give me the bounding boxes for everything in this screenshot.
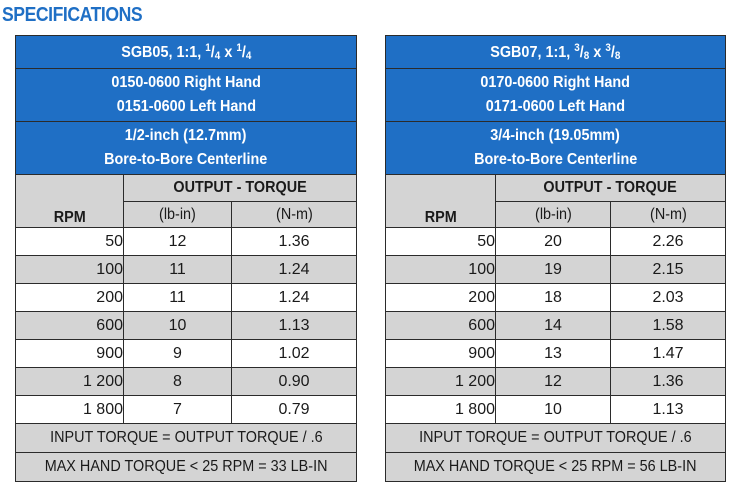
centerline-spacing xyxy=(16,122,357,175)
unit-nm-header: (N-m) xyxy=(611,202,726,228)
nm-cell: 2.26 xyxy=(611,228,726,256)
nm-cell: 0.79 xyxy=(232,396,357,424)
rpm-cell: 600 xyxy=(16,312,124,340)
size-fraction-first: $^3/_8$ xyxy=(574,42,590,62)
model-header xyxy=(16,36,357,69)
rpm-cell: 200 xyxy=(16,284,124,312)
rpm-cell: 200 xyxy=(386,284,496,312)
spacing-size: 3/4-inch (19.05mm) xyxy=(490,127,621,144)
output-torque-header: OUTPUT - TORQUE xyxy=(496,175,726,202)
nm-cell: 1.13 xyxy=(611,396,726,424)
lbin-cell: 18 xyxy=(496,284,611,312)
rpm-cell: 100 xyxy=(386,256,496,284)
spacing-size: 1/2-inch (12.7mm) xyxy=(125,127,247,144)
table-row xyxy=(16,340,357,368)
spacing-description: Bore-to-Bore Centerline xyxy=(473,151,638,168)
lbin-cell: 9 xyxy=(124,340,232,368)
nm-cell: 1.58 xyxy=(611,312,726,340)
rpm-cell: 100 xyxy=(16,256,124,284)
lbin-cell: 20 xyxy=(496,228,611,256)
model-header xyxy=(386,36,726,69)
table-row xyxy=(16,396,357,424)
unit-lbin-header: (lb-in) xyxy=(124,202,232,228)
size-fraction-second: $^1/_4$ xyxy=(236,42,252,62)
table-row xyxy=(16,228,357,256)
unit-nm-header: (N-m) xyxy=(232,202,357,228)
rpm-cell: 1 200 xyxy=(16,368,124,396)
lbin-cell: 10 xyxy=(496,396,611,424)
table-row xyxy=(16,284,357,312)
table-row xyxy=(386,312,726,340)
nm-cell: 0.90 xyxy=(232,368,357,396)
input-torque-note: INPUT TORQUE = OUTPUT TORQUE / .6 xyxy=(16,424,357,453)
nm-cell: 2.15 xyxy=(611,256,726,284)
part-left-hand: 0171-0600 Left Hand xyxy=(485,98,626,115)
part-right-hand: 0150-0600 Right Hand xyxy=(111,74,261,91)
table-row xyxy=(386,340,726,368)
output-torque-header: OUTPUT - TORQUE xyxy=(124,175,357,202)
nm-cell: 1.13 xyxy=(232,312,357,340)
table-row xyxy=(16,256,357,284)
table-row xyxy=(386,368,726,396)
rpm-cell: 1 800 xyxy=(386,396,496,424)
rpm-header: RPM xyxy=(386,175,496,228)
size-times: x xyxy=(224,44,233,61)
rpm-header: RPM xyxy=(16,175,124,228)
lbin-cell: 7 xyxy=(124,396,232,424)
table-row xyxy=(386,396,726,424)
table-row xyxy=(386,228,726,256)
rpm-cell: 50 xyxy=(16,228,124,256)
lbin-cell: 12 xyxy=(124,228,232,256)
rpm-cell: 1 800 xyxy=(16,396,124,424)
input-torque-note: INPUT TORQUE = OUTPUT TORQUE / .6 xyxy=(386,424,726,453)
table-row xyxy=(386,284,726,312)
rpm-cell: 900 xyxy=(16,340,124,368)
lbin-cell: 12 xyxy=(496,368,611,396)
nm-cell: 1.24 xyxy=(232,256,357,284)
unit-lbin-header: (lb-in) xyxy=(496,202,611,228)
rpm-cell: 50 xyxy=(386,228,496,256)
nm-cell: 2.03 xyxy=(611,284,726,312)
spacing-description: Bore-to-Bore Centerline xyxy=(104,151,268,168)
table-row xyxy=(16,368,357,396)
part-left-hand: 0151-0600 Left Hand xyxy=(116,98,256,115)
lbin-cell: 14 xyxy=(496,312,611,340)
rpm-cell: 600 xyxy=(386,312,496,340)
lbin-cell: 8 xyxy=(124,368,232,396)
lbin-cell: 19 xyxy=(496,256,611,284)
nm-cell: 1.24 xyxy=(232,284,357,312)
nm-cell: 1.36 xyxy=(232,228,357,256)
lbin-cell: 10 xyxy=(124,312,232,340)
nm-cell: 1.47 xyxy=(611,340,726,368)
size-fraction-second: $^3/_8$ xyxy=(605,42,621,62)
table-row xyxy=(386,256,726,284)
max-hand-torque-note: MAX HAND TORQUE < 25 RPM = 33 LB-IN xyxy=(16,453,357,482)
lbin-cell: 11 xyxy=(124,284,232,312)
page-heading: SPECIFICATIONS xyxy=(2,4,143,26)
spec-table-sgb05 xyxy=(15,35,357,482)
part-numbers xyxy=(16,69,357,122)
size-times: x xyxy=(593,44,602,61)
part-right-hand: 0170-0600 Right Hand xyxy=(480,74,631,91)
nm-cell: 1.02 xyxy=(232,340,357,368)
lbin-cell: 11 xyxy=(124,256,232,284)
part-numbers xyxy=(386,69,726,122)
table-row xyxy=(16,312,357,340)
model-name: SGB05, 1:1, xyxy=(120,44,201,61)
spec-table-sgb07 xyxy=(385,35,726,482)
model-name: SGB07, 1:1, xyxy=(490,44,571,61)
max-hand-torque-note: MAX HAND TORQUE < 25 RPM = 56 LB-IN xyxy=(386,453,726,482)
rpm-cell: 1 200 xyxy=(386,368,496,396)
rpm-cell: 900 xyxy=(386,340,496,368)
lbin-cell: 13 xyxy=(496,340,611,368)
centerline-spacing xyxy=(386,122,726,175)
nm-cell: 1.36 xyxy=(611,368,726,396)
size-fraction-first: $^1/_4$ xyxy=(204,42,221,62)
